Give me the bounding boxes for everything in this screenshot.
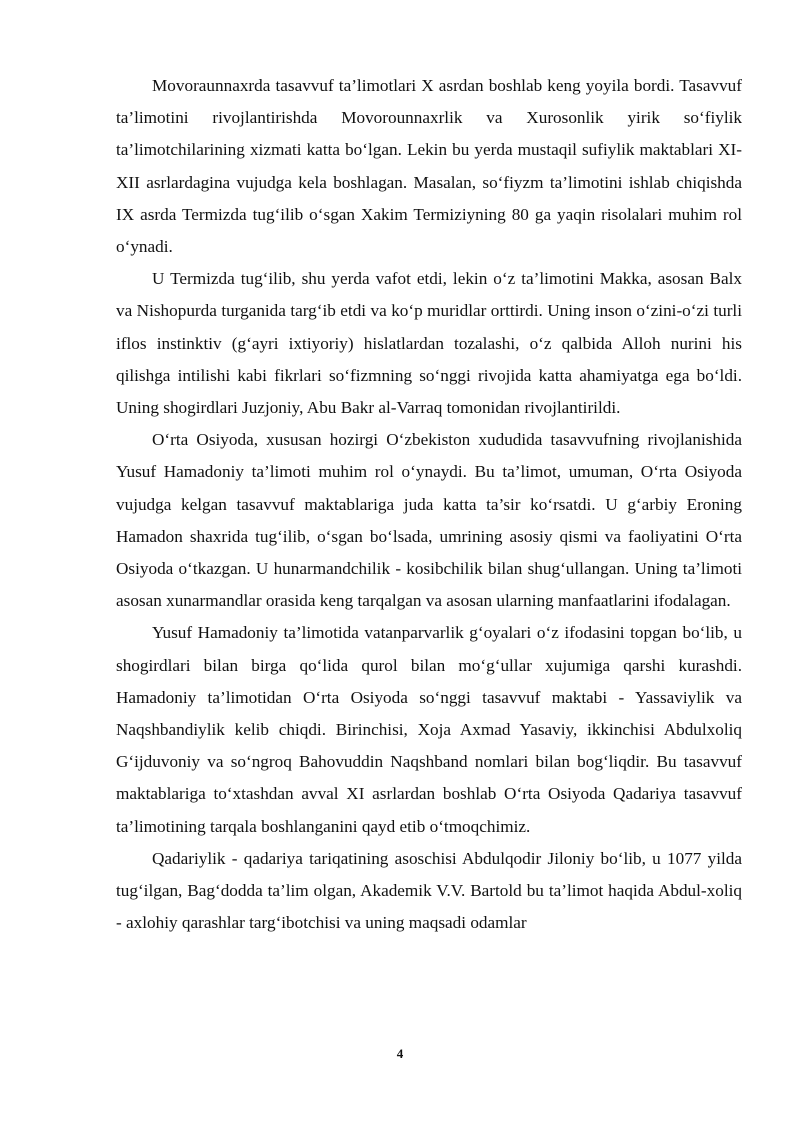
page-number: 4 — [396, 1046, 404, 1061]
paragraph-5: Qadariylik - qadariya tariqatining asoschisi Abdulqodir Jiloniy bo‘lib, u 1077 yilda tug‘ilgan, Bag‘dodda ta’lim olgan, Akademik V.V. Bartold bu ta’limot haqida Abdul-xoliq - axlohiy qarashlar targ‘ibotchisi va uning maqsadi odamlar — [116, 848, 742, 933]
paragraph-1: Movoraunnaxrda tasavvuf ta’limotlari X asrdan boshlab keng yoyila bordi. Tasavvuf ta’limotini rivojlantirishda Movorounnaxrlik va Xurosonlik yirik so‘fiylik ta’limotchilarining xizmati katta bo‘lgan. Lekin bu yerda mustaqil sufiylik maktablari XI-XII asrlardagina vujudga kela boshlagan. Masalan, so‘fiyzm ta’limotini ishlab chiqishda IX asrda Termizda tug‘ilib o‘sgan Xakim Termiziyning 80 ga yaqin risolalari muhim rol o‘ynadi. — [116, 76, 742, 257]
paragraph-2: U Termizda tug‘ilib, shu yerda vafot etdi, lekin o‘z ta’limotini Makka, asosan Balx va Nishopurda turganida targ‘ib etdi va ko‘p muridlar orttirdi. Uning inson o‘zini-o‘zi turli iflos instinktiv (g‘ayri ixtiyoriy) hislatlardan tozalashi, o‘z qalbida Alloh nurini his qilishga intilishi kabi fikrlari so‘fizmning so‘nggi rivojida katta ahamiyatga ega bo‘ldi. Uning shogirdlari Juzjoniy, Abu Bakr al-Varraq tomonidan rivojlantirildi. — [116, 269, 742, 418]
paragraph-3: O‘rta Osiyoda, xususan hozirgi O‘zbekiston xududida tasavvufning rivojlanishida Yusuf Hamadoniy ta’limoti muhim rol o‘ynaydi. Bu ta’limot, umuman, O‘rta Osiyoda vujudga kelgan tasavvuf maktablariga juda katta ta’sir ko‘rsatdi. U g‘arbiy Eroning Hamadon shaxrida tug‘ilib, o‘sgan bo‘lsada, umrining asosiy qismi va faoliyatini O‘rta Osiyoda o‘tkazgan. U hunarmandchilik - kosibchilik bilan shug‘ullangan. Uning ta’limoti asosan xunarmandlar orasida keng tarqalgan va asosan ularning manfaatlarini ifodalagan. — [116, 430, 742, 611]
paragraph-4: Yusuf Hamadoniy ta’limotida vatanparvarlik g‘oyalari o‘z ifodasini topgan bo‘lib, u shogirdlari bilan birga qo‘lida qurol bilan mo‘g‘ullar xujumiga qarshi kurashdi. Hamadoniy ta’limotidan O‘rta Osiyoda so‘nggi tasavvuf maktabi - Yassaviylik va Naqshbandiylik kelib chiqdi. Birinchisi, Xoja Axmad Yasaviy, ikkinchisi Abdulxoliq G‘ijduvoniy va so‘ngroq Bahovuddin Naqshband nomlari bilan bog‘liqdir. Bu tasavvuf maktablariga to‘xtashdan avval XI asrlardan boshlab O‘rta Osiyoda Qadariya tasavvuf ta’limotining tarqala boshlanganini qayd etib o‘tmoqchimiz. — [116, 623, 742, 836]
